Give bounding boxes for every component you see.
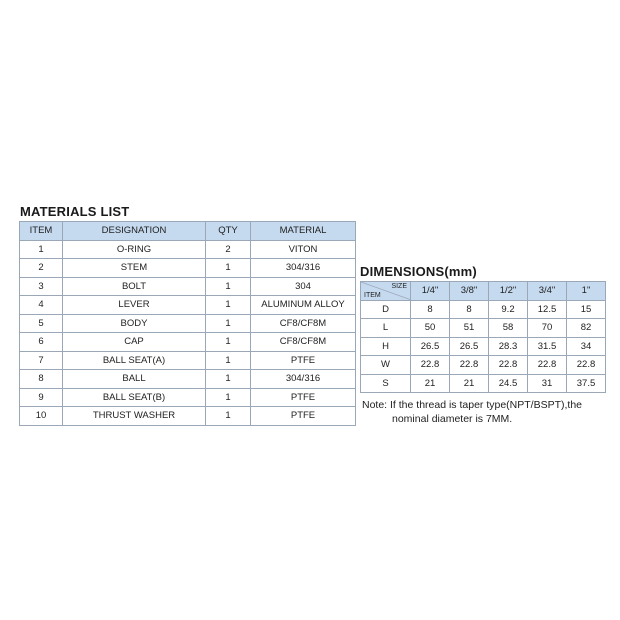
qty-cell: 1 (206, 370, 251, 389)
dimension-value-cell: 28.3 (489, 337, 528, 356)
material-cell: VITON (251, 240, 356, 259)
material-cell: PTFE (251, 351, 356, 370)
thread-note (362, 398, 582, 426)
dimension-item-cell: H (361, 337, 411, 356)
size-header-cell: 1/4" (411, 282, 450, 301)
qty-cell: 1 (206, 407, 251, 426)
qty-cell: 1 (206, 314, 251, 333)
table-row (361, 300, 606, 319)
table-row (361, 374, 606, 393)
item-cell: 4 (20, 296, 63, 315)
table-row (20, 370, 356, 389)
qty-cell: 2 (206, 240, 251, 259)
dimension-value-cell: 15 (567, 300, 606, 319)
dimension-value-cell: 26.5 (450, 337, 489, 356)
size-header-cell: 3/8" (450, 282, 489, 301)
item-cell: 6 (20, 333, 63, 352)
dimension-value-cell: 51 (450, 319, 489, 338)
table-row (361, 319, 606, 338)
size-header-cell: 1/2" (489, 282, 528, 301)
materials-list-title: MATERIALS LIST (20, 204, 130, 219)
dimension-item-cell: W (361, 356, 411, 375)
designation-cell: LEVER (63, 296, 206, 315)
table-header-row (361, 282, 606, 301)
header-item: ITEM (20, 222, 63, 241)
dimension-value-cell: 21 (411, 374, 450, 393)
table-row (20, 314, 356, 333)
corner-item-label: ITEM (364, 291, 381, 299)
material-cell: CF8/CF8M (251, 333, 356, 352)
dimension-value-cell: 37.5 (567, 374, 606, 393)
designation-cell: BALL (63, 370, 206, 389)
dimensions-table (360, 281, 606, 393)
item-cell: 3 (20, 277, 63, 296)
table-row (20, 259, 356, 278)
table-row (361, 356, 606, 375)
table-row (20, 407, 356, 426)
dimension-value-cell: 22.8 (450, 356, 489, 375)
table-row (20, 240, 356, 259)
material-cell: 304 (251, 277, 356, 296)
designation-cell: BALL SEAT(A) (63, 351, 206, 370)
item-cell: 10 (20, 407, 63, 426)
dimension-value-cell: 31 (528, 374, 567, 393)
dimension-value-cell: 8 (450, 300, 489, 319)
table-row (20, 277, 356, 296)
material-cell: PTFE (251, 407, 356, 426)
designation-cell: STEM (63, 259, 206, 278)
qty-cell: 1 (206, 333, 251, 352)
qty-cell: 1 (206, 277, 251, 296)
dimension-value-cell: 26.5 (411, 337, 450, 356)
material-cell: 304/316 (251, 259, 356, 278)
dimension-item-cell: S (361, 374, 411, 393)
item-cell: 7 (20, 351, 63, 370)
corner-header-cell (361, 282, 411, 301)
table-header-row (20, 222, 356, 241)
dimension-value-cell: 22.8 (489, 356, 528, 375)
table-row (361, 337, 606, 356)
corner-size-label: SIZE (391, 283, 407, 290)
note-line-2: nominal diameter is 7MM. (392, 413, 513, 425)
qty-cell: 1 (206, 296, 251, 315)
header-material: MATERIAL (251, 222, 356, 241)
item-cell: 2 (20, 259, 63, 278)
material-cell: PTFE (251, 388, 356, 407)
dimension-item-cell: L (361, 319, 411, 338)
dimension-value-cell: 8 (411, 300, 450, 319)
material-cell: CF8/CF8M (251, 314, 356, 333)
designation-cell: BALL SEAT(B) (63, 388, 206, 407)
size-header-cell: 3/4" (528, 282, 567, 301)
dimension-value-cell: 9.2 (489, 300, 528, 319)
table-row (20, 333, 356, 352)
dimension-value-cell: 22.8 (567, 356, 606, 375)
item-cell: 5 (20, 314, 63, 333)
table-row (20, 296, 356, 315)
dimension-value-cell: 22.8 (528, 356, 567, 375)
designation-cell: O-RING (63, 240, 206, 259)
dimension-value-cell: 58 (489, 319, 528, 338)
dimension-value-cell: 22.8 (411, 356, 450, 375)
table-row (20, 351, 356, 370)
dimension-value-cell: 21 (450, 374, 489, 393)
designation-cell: CAP (63, 333, 206, 352)
dimension-value-cell: 70 (528, 319, 567, 338)
designation-cell: THRUST WASHER (63, 407, 206, 426)
item-cell: 8 (20, 370, 63, 389)
dimension-value-cell: 34 (567, 337, 606, 356)
material-cell: ALUMINUM ALLOY (251, 296, 356, 315)
dimension-value-cell: 12.5 (528, 300, 567, 319)
dimensions-title: DIMENSIONS(mm) (360, 264, 477, 279)
qty-cell: 1 (206, 388, 251, 407)
dimension-value-cell: 24.5 (489, 374, 528, 393)
size-header-cell: 1" (567, 282, 606, 301)
item-cell: 9 (20, 388, 63, 407)
materials-table (19, 221, 356, 426)
designation-cell: BODY (63, 314, 206, 333)
material-cell: 304/316 (251, 370, 356, 389)
note-line-1: Note: If the thread is taper type(NPT/BSPT),the (362, 399, 583, 411)
dimension-value-cell: 82 (567, 319, 606, 338)
designation-cell: BOLT (63, 277, 206, 296)
dimension-item-cell: D (361, 300, 411, 319)
dimension-value-cell: 31.5 (528, 337, 567, 356)
item-cell: 1 (20, 240, 63, 259)
qty-cell: 1 (206, 351, 251, 370)
table-row (20, 388, 356, 407)
header-designation: DESIGNATION (63, 222, 206, 241)
header-qty: QTY (206, 222, 251, 241)
dimension-value-cell: 50 (411, 319, 450, 338)
qty-cell: 1 (206, 259, 251, 278)
